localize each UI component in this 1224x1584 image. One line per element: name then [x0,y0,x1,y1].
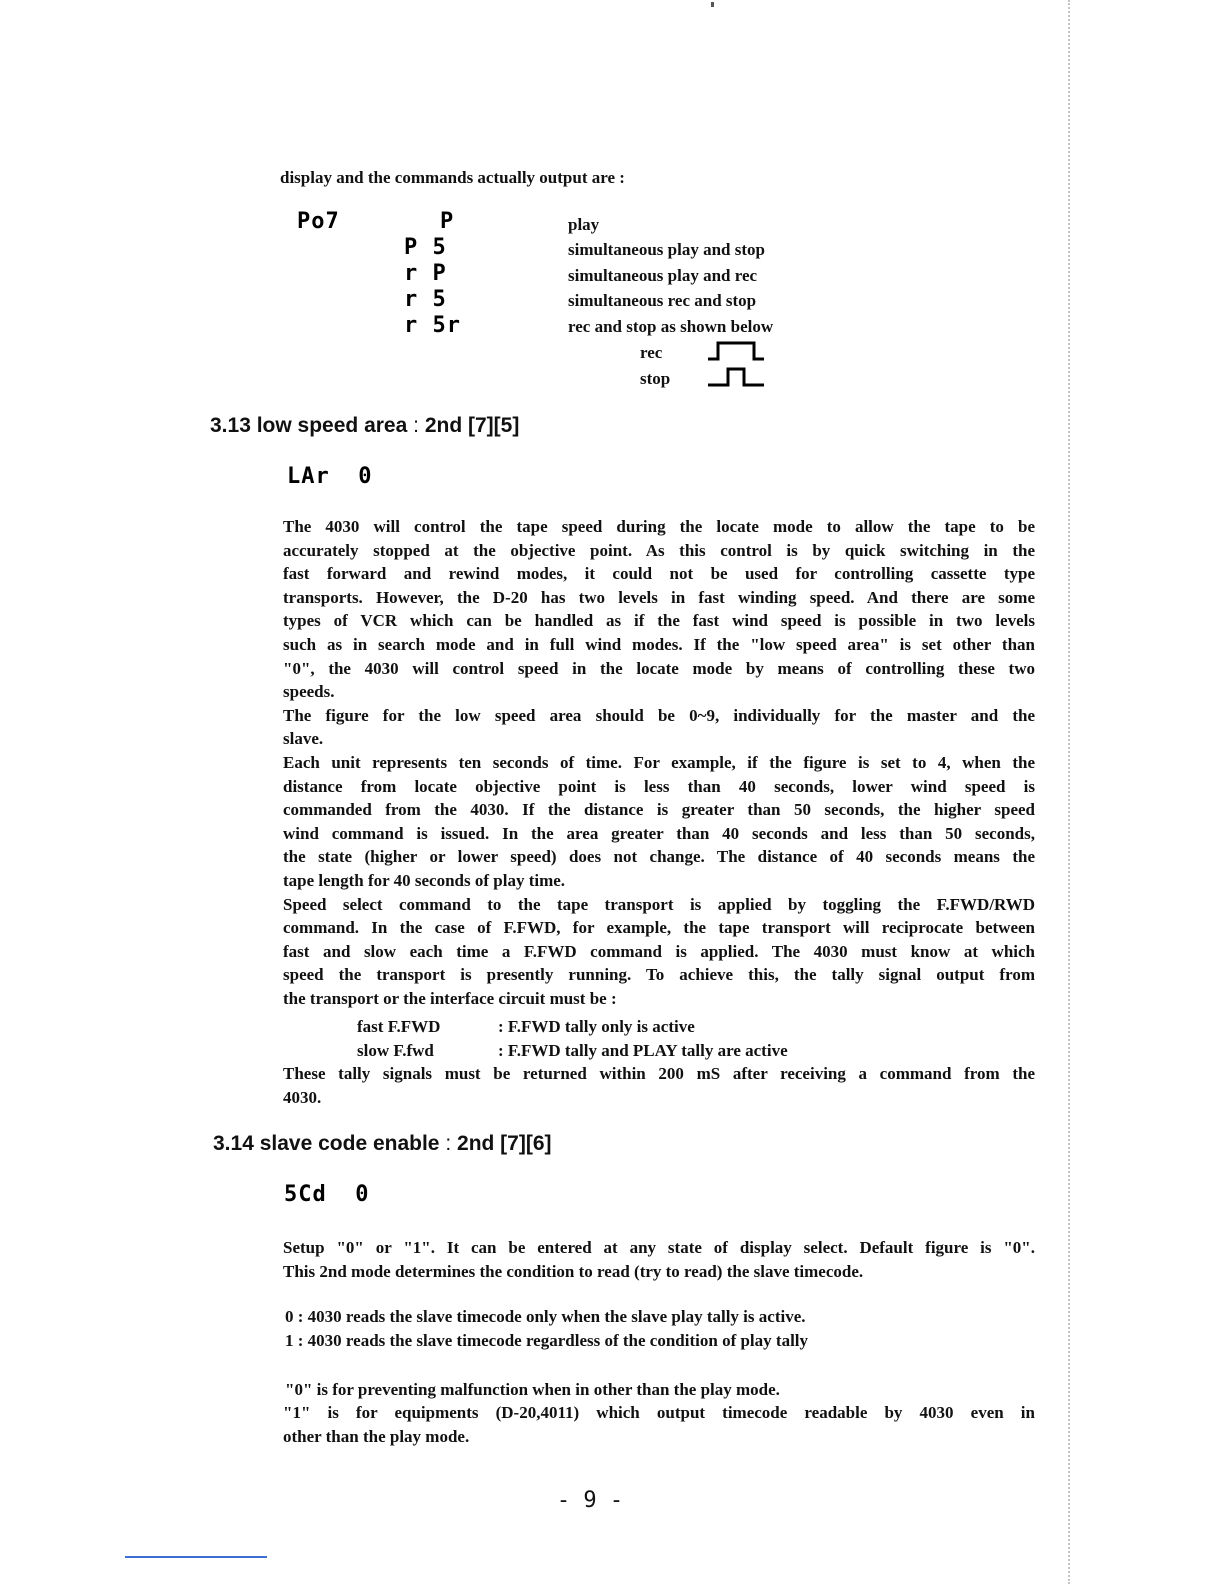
display-code: r 5 [404,287,447,312]
paragraph-line: other than the play mode. [283,1426,470,1446]
section-keys: 2nd [7][6] [457,1132,552,1155]
footer-rule [125,1556,267,1558]
display-code-lar: LAr 0 [287,464,373,489]
paragraph-line: "1" is for equipments (D-20,4011) which output timecode readable by 4030 even in [283,1403,1035,1422]
display-desc: simultaneous play and rec [568,266,758,285]
section-title: slave code enable [259,1132,440,1155]
stop-pulse-waveform [706,366,766,388]
rec-pulse-waveform [706,340,766,362]
paragraph-locate-control [283,515,1035,1010]
display-code-top: Po7 [297,209,340,234]
page-number: - 9 - [556,1488,624,1513]
section-separator: : [445,1132,452,1155]
option-1: 1 : 4030 reads the slave timecode regardless of the condition of play tally [285,1331,809,1350]
paragraph-line: types of VCR which can be handled as if the fast wind speed is possible in two levels [283,611,1035,631]
paragraph-line: the state (higher or lower speed) does not change. The distance of 40 seconds means the [283,847,1035,867]
paragraph-line: fast and slow each time a F.FWD command is applied. The 4030 must know at which [283,941,1035,961]
section-title: low speed area [256,414,408,437]
intro-line: display and the commands actually output are : [280,168,625,187]
display-code: r P [404,261,447,286]
note-1 [283,1401,1035,1448]
paragraph-line: 4030. [283,1087,322,1107]
section-heading-3-13 [210,412,519,440]
paragraph-line: command. In the case of F.FWD, for example, the tape transport will reciprocate between [283,918,1035,938]
paragraph-line: tape length for 40 seconds of play time. [283,870,566,890]
paragraph-line: wind command is issued. In the area greater than 40 seconds and less than 50 seconds, [283,823,1035,843]
tally-state-fast: : F.FWD tally only is active [498,1017,695,1036]
display-code: P [440,209,455,234]
paragraph-line: These tally signals must be returned within 200 mS after receiving a command from the [283,1064,1035,1083]
signal-label-rec: rec [640,343,663,362]
paragraph-line: The figure for the low speed area should be 0~9, individually for the master and the [283,705,1035,725]
paragraph-line: slave. [283,729,324,749]
note-0: "0" is for preventing malfunction when in other than the play mode. [285,1380,780,1399]
section-number: 3.14 [213,1132,254,1155]
option-0: 0 : 4030 reads the slave timecode only when the slave play tally is active. [285,1307,806,1326]
paragraph-line: the transport or the interface circuit must be : [283,988,617,1008]
display-desc: simultaneous play and stop [568,240,765,259]
paragraph-line: transports. However, the D-20 has two levels in fast winding speed. And there are some [283,587,1035,607]
tally-state-slow: : F.FWD tally and PLAY tally are active [498,1041,788,1060]
display-desc: simultaneous rec and stop [568,291,757,310]
paragraph-line: Setup "0" or "1". It can be entered at any state of display select. Default figure is "0". [283,1238,1035,1257]
display-code: r 5r [404,313,461,338]
section-number: 3.13 [210,414,251,437]
paragraph-tally-timing [283,1062,1035,1109]
section-heading-3-14 [213,1130,552,1158]
display-code: P 5 [404,235,447,260]
scan-speck [711,2,714,7]
paragraph-setup [283,1236,1035,1283]
display-code-scd: 5Cd 0 [284,1182,370,1207]
tally-mode-fast: fast F.FWD [357,1017,441,1036]
signal-label-stop: stop [640,369,671,388]
paragraph-line: such as in search mode and in full wind modes. If the "low speed area" is set other than [283,634,1035,654]
tally-mode-slow: slow F.fwd [357,1041,434,1060]
paragraph-line: commanded from the 4030. If the distance is greater than 50 seconds, the higher speed [283,800,1035,820]
paragraph-line: speed the transport is presently running. To achieve this, the tally signal output from [283,965,1035,985]
paragraph-line: distance from locate objective point is less than 40 seconds, lower wind speed is [283,776,1035,796]
paragraph-line: Each unit represents ten seconds of time. For example, if the figure is set to 4, when the [283,752,1035,772]
section-separator: : [413,414,419,437]
display-desc: play [568,215,600,234]
paragraph-line: Speed select command to the tape transport is applied by toggling the F.FWD/RWD [283,894,1035,914]
paragraph-line: speeds. [283,682,335,702]
display-desc: rec and stop as shown below [568,317,774,336]
paragraph-line: This 2nd mode determines the condition to read (try to read) the slave timecode. [283,1261,864,1281]
page-edge-dots [1068,0,1070,1584]
paragraph-line: fast forward and rewind modes, it could not be used for controlling cassette type [283,564,1035,584]
paragraph-line: The 4030 will control the tape speed during the locate mode to allow the tape to be [283,517,1035,536]
section-keys: 2nd [7][5] [424,414,520,437]
paragraph-line: "0", the 4030 will control speed in the locate mode by means of controlling these two [283,658,1035,678]
paragraph-line: accurately stopped at the objective point. As this control is by quick switching in the [283,540,1035,560]
